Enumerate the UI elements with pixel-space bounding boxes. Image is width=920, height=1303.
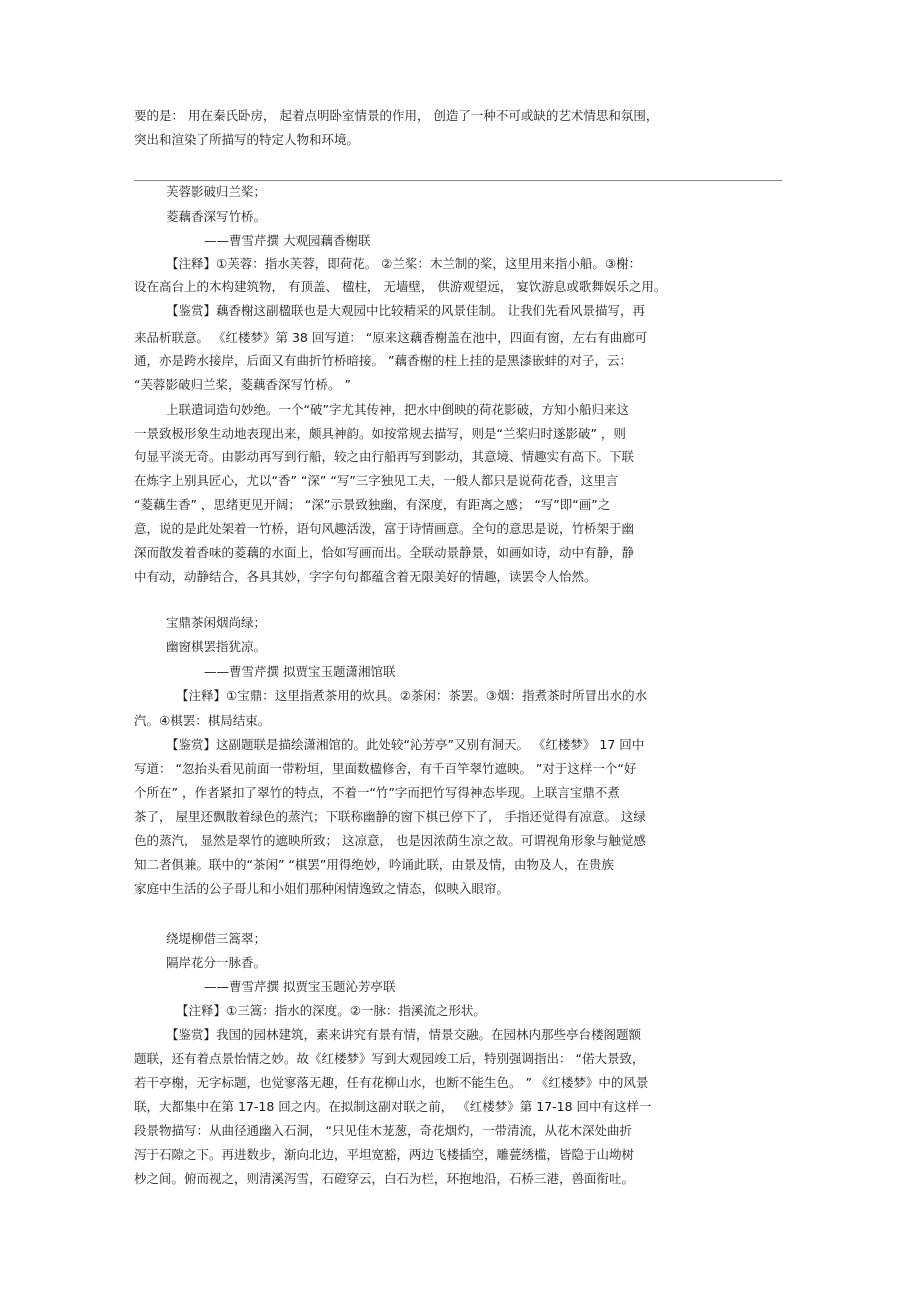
intro-line-1: 要的是： 用在秦氏卧房， 起着点明卧室情景的作用， 创造了一种不可或缺的艺术情思和氛围， xyxy=(134,108,659,123)
couplet-3-note-line: 【注释】①三篙：指水的深度。②一脉：指溪流之形状。 xyxy=(176,1003,486,1018)
couplet-2-appreciation-line: 个所在” ，作者紧扣了翠竹的特点，不着一“竹”字而把竹写得神态毕现。上联言宝鼎不煮 xyxy=(134,785,620,800)
couplet-1-verse-1: 芙蓉影破归兰桨； xyxy=(166,184,267,199)
couplet-3-appreciation-line: 若干亭榭，无字标题，也觉寥落无趣，任有花柳山水，也断不能生色。 ” 《红楼梦》中的风景 xyxy=(134,1075,649,1090)
couplet-2-note-line: 汽。④棋罢：棋局结束。 xyxy=(134,713,271,728)
couplet-2-appreciation-line: 【鉴赏】这副题联是描绘潇湘馆的。此处较“沁芳亭”又别有洞天。 《红楼梦》 17 回中 xyxy=(166,737,645,752)
couplet-1-note-line: 设在高台上的木构建筑物， 有顶盖、 楹柱， 无墙壁， 供游观望远， 宴饮游息或歌舞娱乐之用。 xyxy=(134,279,667,294)
couplet-2-verse-2: 幽窗棋罢指犹凉。 xyxy=(166,639,267,654)
couplet-1-appreciation-line: 中有动，动静结合，各具其妙，字字句句都蕴含着无限美好的情趣，读罢令人怡然。 xyxy=(134,569,597,584)
intro-line-2: 突出和渲染了所描写的特定人物和环境。 xyxy=(134,132,360,147)
couplet-2-appreciation-line: 家庭中生活的公子哥儿和小姐们那种闲情逸致之情态，似映入眼帘。 xyxy=(134,881,510,896)
couplet-1-appreciation-line: 来品析联意。 《红楼梦》第 38 回写道： “原来这藕香榭盖在池中，四面有窗，左右有曲廊可 xyxy=(134,330,648,345)
couplet-1-appreciation-line: “菱藕生香” ，思绪更见开阔； “深”示景致独幽，有深度，有距离之感； “写”即“画”之 xyxy=(134,497,611,512)
couplet-3-appreciation-line: 题联，还有着点景怡情之妙。故《红楼梦》写到大观园竣工后，特别强调指出： “偌大景致， xyxy=(134,1051,645,1066)
couplet-1-appreciation-line: 深而散发着香味的菱藕的水面上，恰如写画而出。全联动景静景，如画如诗，动中有静，静 xyxy=(134,545,635,560)
couplet-1-appreciation-line: 一景致极形象生动地表现出来，颇具神韵。如按常规去描写，则是“兰桨归时遂影破” ，则 xyxy=(134,426,626,441)
couplet-1-appreciation-line: 上联遣词造句妙绝。一个“破”字尤其传神，把水中倒映的荷花影破，方知小船归来这 xyxy=(166,402,629,417)
couplet-1-appreciation-line: “芙蓉影破归兰桨，菱藕香深写竹桥。 ” xyxy=(134,377,351,392)
couplet-3-verse-1: 绕堤柳借三篙翠； xyxy=(166,931,267,946)
couplet-3-appreciation-line: 段景物描写：从曲径通幽入石洞， “只见佳木茏葱，奇花烟灼，一带清流，从花木深处曲折 xyxy=(134,1123,632,1138)
couplet-1-appreciation-line: 在炼字上别具匠心，尤以“香” “深” “写”三字独见工夫，一般人都只是说荷花香，这里言 xyxy=(134,473,619,488)
couplet-2-appreciation-line: 色的蒸汽， 显然是翠竹的遮映所致； 这凉意， 也是因浓荫生凉之故。可谓视角形象与触觉感 xyxy=(134,833,646,848)
couplet-1-verse-2: 菱藕香深写竹桥。 xyxy=(166,209,267,224)
couplet-3-appreciation-line: 【鉴赏】我国的园林建筑，素来讲究有景有情，情景交融。在园林内那些亭台楼阁题额 xyxy=(166,1027,642,1042)
couplet-2-verse-1: 宝鼎茶闲烟尚绿； xyxy=(166,615,267,630)
couplet-3-appreciation-line: 杪之间。俯而视之，则清溪泻雪，石磴穿云，白石为栏，环抱地沿，石桥三港，兽面衔吐。 xyxy=(134,1171,635,1186)
couplet-1-appreciation-line: 句显平淡无奇。由影动再写到行船，较之由行船再写到影动，其意境、情趣实有高下。下联 xyxy=(134,449,635,464)
couplet-2-appreciation-line: 茶了， 屋里还飘散着绿色的蒸汽；下联称幽静的窗下棋已停下了， 手指还觉得有凉意。 这绿 xyxy=(134,809,646,824)
couplet-1-attribution: ——曹雪芹撰 大观园藕香榭联 xyxy=(204,233,371,248)
couplet-2-note-line: 【注释】①宝鼎：这里指煮茶用的炊具。②茶闲：茶罢。③烟：指煮茶时所冒出水的水 xyxy=(176,688,648,703)
couplet-1-appreciation-line: 意，说的是此处架着一竹桥，语句风趣活泼，富于诗情画意。全句的意思是说，竹桥架于幽 xyxy=(134,521,635,536)
couplet-3-appreciation-line: 联，大都集中在第 17-18 回之内。在拟制这副对联之前， 《红楼梦》第 17-18 回中有这样一 xyxy=(134,1099,652,1114)
couplet-1-appreciation-line: 【鉴赏】藕香榭这副楹联也是大观园中比较精采的风景佳制。 让我们先看风景描写，再 xyxy=(166,303,645,318)
couplet-1-appreciation-line: 通，亦是跨水接岸，后面又有曲折竹桥暗接。 ”藕香榭的柱上挂的是黑漆嵌蚌的对子，云： xyxy=(134,353,632,368)
couplet-2-appreciation-line: 写道： “忽抬头看见前面一带粉垣，里面数楹修舍，有千百竿翠竹遮映。 ”对于这样一个“好 xyxy=(134,761,637,776)
couplet-1-note-line: 【注释】①芙蓉：指水芙蓉，即荷花。 ②兰桨：木兰制的桨，这里用来指小船。③榭： xyxy=(166,256,642,271)
couplet-3-appreciation-line: 泻于石隙之下。再进数步，渐向北边，平坦宽豁，两边飞楼插空，雕甍绣槛，皆隐于山坳树 xyxy=(134,1147,635,1162)
couplet-2-appreciation-line: 知二者俱兼。联中的“茶闲” “棋罢”用得绝妙，吟诵此联，由景及情，由物及人，在贵族 xyxy=(134,857,614,872)
horizontal-divider xyxy=(134,180,782,181)
couplet-3-attribution: ——曹雪芹撰 拟贾宝玉题沁芳亭联 xyxy=(204,979,396,994)
couplet-2-attribution: ——曹雪芹撰 拟贾宝玉题潇湘馆联 xyxy=(204,664,396,679)
couplet-3-verse-2: 隔岸花分一脉香。 xyxy=(166,955,267,970)
